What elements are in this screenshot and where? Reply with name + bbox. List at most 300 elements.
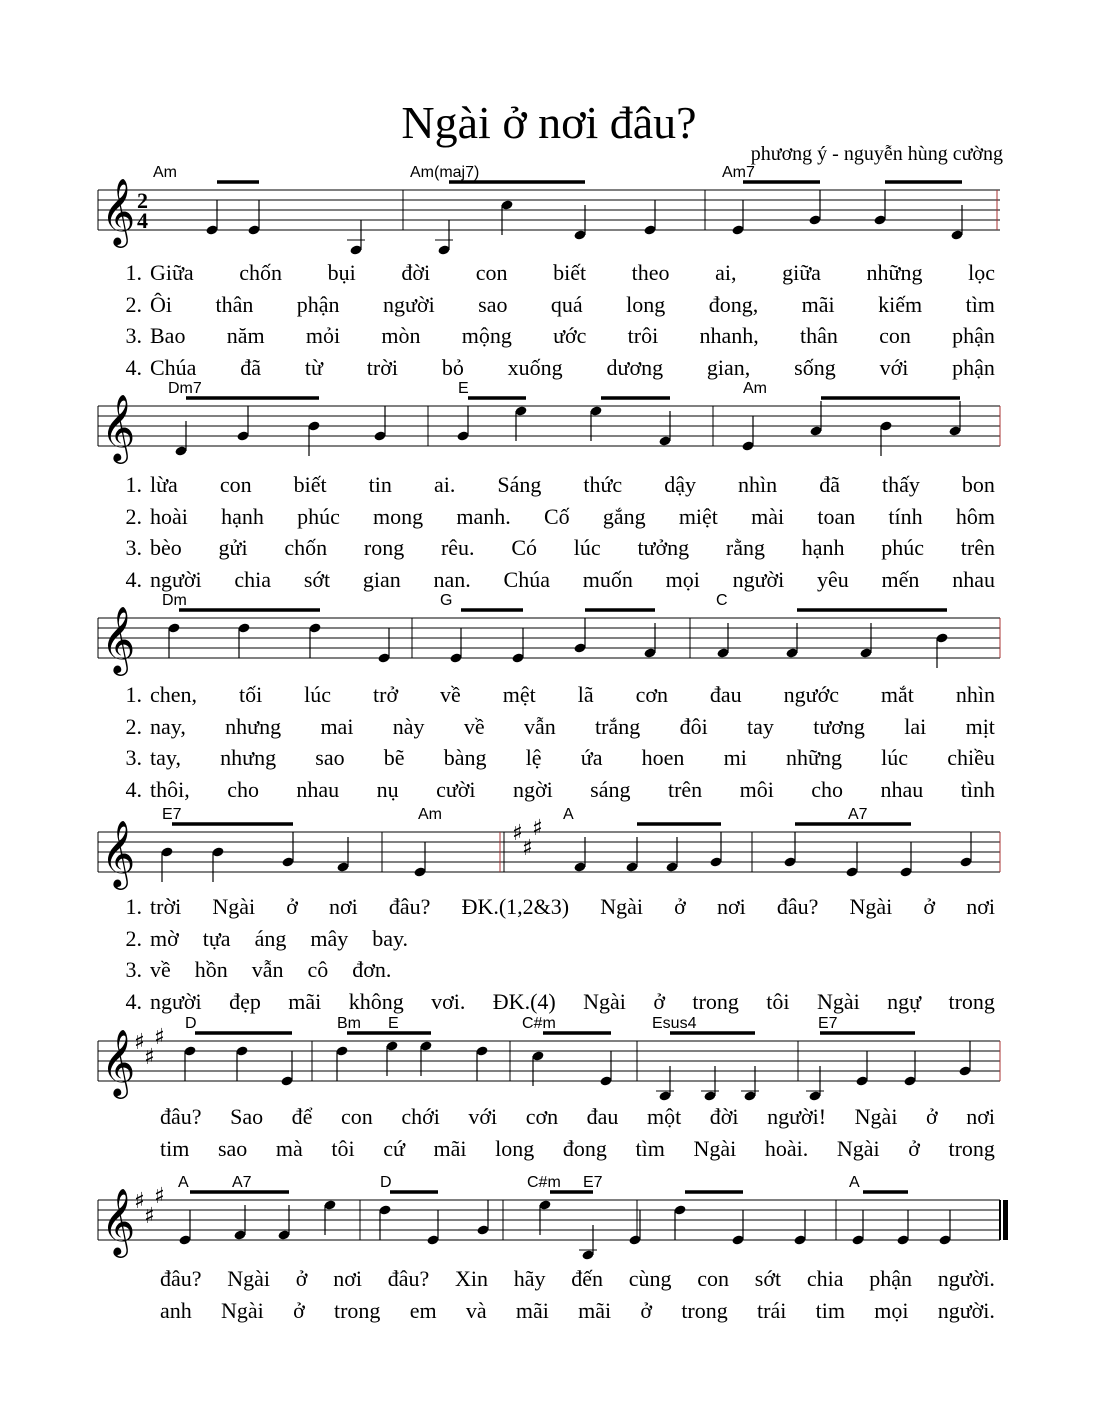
lyric-word: sao bbox=[315, 745, 345, 770]
lyric-word: lai bbox=[904, 713, 927, 739]
sharp-icon: ♯ bbox=[512, 821, 523, 846]
lyric-word: phận bbox=[296, 291, 340, 317]
lyric-word: nơi bbox=[966, 1104, 995, 1129]
lyric-word: trời bbox=[150, 894, 182, 919]
lyric-word: rong bbox=[363, 535, 405, 560]
lyric-words bbox=[160, 1104, 995, 1130]
chord-symbol: Am(maj7) bbox=[410, 164, 480, 181]
lyric-words bbox=[150, 682, 995, 708]
lyric-word: phúc bbox=[881, 535, 925, 560]
lyric-words bbox=[150, 292, 995, 318]
lyric-word: mịt bbox=[965, 713, 995, 739]
time-signature: 2 bbox=[137, 188, 148, 213]
lyric-word: hoen bbox=[641, 745, 685, 770]
lyric-word: người bbox=[150, 988, 202, 1014]
lyric-word: ở bbox=[923, 894, 936, 919]
lyric-word: Bao bbox=[150, 323, 186, 348]
lyric-word: ngước bbox=[783, 682, 839, 707]
lyric-word: Xin bbox=[454, 1266, 488, 1291]
sharp-icon: ♯ bbox=[532, 816, 543, 841]
lyric-word: nhau bbox=[296, 776, 340, 802]
lyric-word: đâu? bbox=[388, 894, 431, 919]
lyric-word: tin bbox=[368, 472, 392, 497]
lyric-word: bàng bbox=[443, 745, 487, 770]
lyric-word: về bbox=[150, 957, 171, 982]
lyric-word: ở bbox=[295, 1266, 308, 1291]
lyric-word: ứa bbox=[580, 745, 603, 770]
lyric-word: thân bbox=[799, 323, 838, 348]
sharp-icon: ♯ bbox=[144, 1204, 155, 1229]
lyric-word: vẫn bbox=[251, 957, 284, 982]
lyric-word: năm bbox=[226, 323, 265, 348]
lyric-word: nan. bbox=[433, 566, 471, 592]
lyric-word: những bbox=[786, 745, 842, 770]
lyric-word: con bbox=[340, 1104, 373, 1129]
lyric-word: tương bbox=[813, 713, 865, 739]
lyric-word: phận bbox=[952, 354, 995, 380]
sharp-icon: ♯ bbox=[154, 1184, 165, 1209]
lyric-word: một bbox=[647, 1104, 682, 1129]
treble-clef-icon: 𝄞 bbox=[101, 177, 136, 245]
lyric-word: lã bbox=[577, 682, 594, 707]
lyric-word: cùng bbox=[628, 1266, 672, 1291]
chord-symbol: E bbox=[388, 1015, 399, 1032]
lyric-line bbox=[100, 472, 995, 504]
verse-number: 2. bbox=[125, 291, 142, 317]
verse-number: 2. bbox=[125, 925, 142, 951]
lyric-word: nhau bbox=[880, 776, 924, 802]
lyric-word: bỏ bbox=[441, 354, 464, 380]
lyric-word: bon bbox=[961, 472, 995, 497]
lyric-word: bay. bbox=[372, 925, 409, 951]
lyric-word: nay, bbox=[150, 713, 186, 739]
lyric-word: manh. bbox=[456, 503, 511, 529]
lyric-word: tựa bbox=[202, 925, 231, 951]
sharp-icon: ♯ bbox=[134, 1030, 145, 1055]
lyric-word: đã bbox=[819, 472, 840, 497]
lyric-word: mòn bbox=[381, 323, 421, 348]
lyric-word: phúc bbox=[297, 503, 340, 529]
lyric-word: gắng bbox=[602, 503, 646, 529]
lyric-word: tim bbox=[160, 1135, 190, 1161]
lyric-words bbox=[150, 472, 995, 498]
lyric-words bbox=[150, 957, 995, 983]
lyric-word: biết bbox=[553, 260, 587, 285]
lyric-word: mãi bbox=[578, 1297, 612, 1323]
lyric-word: Ngài bbox=[583, 988, 626, 1014]
verse-number: 1. bbox=[125, 472, 142, 497]
lyric-word: trên bbox=[667, 776, 703, 802]
lyric-word: lúc bbox=[881, 745, 909, 770]
lyric-word: cơn bbox=[635, 682, 668, 707]
chord-symbol: A bbox=[563, 806, 574, 823]
lyric-word: thấy bbox=[881, 472, 920, 497]
lyric-words bbox=[150, 777, 995, 803]
lyric-word: Sao bbox=[230, 1104, 264, 1129]
final-barline bbox=[1003, 1200, 1008, 1240]
chord-symbol: Esus4 bbox=[652, 1015, 697, 1032]
lyric-word: tìm bbox=[635, 1135, 665, 1161]
lyric-word: long bbox=[495, 1135, 535, 1161]
chord-symbol: G bbox=[440, 592, 453, 609]
lyric-words bbox=[150, 894, 995, 920]
lyric-words bbox=[150, 989, 995, 1015]
chord-symbol: C#m bbox=[527, 1174, 561, 1191]
chord-symbol: E bbox=[458, 380, 469, 397]
lyric-word: mến bbox=[881, 566, 920, 592]
sharp-icon: ♯ bbox=[144, 1045, 155, 1070]
lyric-word: người! bbox=[767, 1104, 827, 1129]
lyric-line bbox=[160, 1104, 995, 1136]
lyric-word: nhau bbox=[952, 566, 995, 592]
lyric-word: từ bbox=[304, 354, 323, 380]
lyric-word: muốn bbox=[582, 566, 633, 592]
lyric-word: nhưng bbox=[225, 713, 282, 739]
lyric-word: sáng bbox=[590, 776, 631, 802]
lyric-word: về bbox=[440, 682, 461, 707]
lyric-word: lọc bbox=[968, 260, 995, 285]
lyric-word: ĐK.(4) bbox=[492, 988, 556, 1014]
lyric-word: đâu? bbox=[387, 1266, 430, 1291]
lyric-words bbox=[160, 1266, 995, 1292]
lyric-word: sớt bbox=[303, 566, 331, 592]
lyric-word: tôi bbox=[331, 1135, 355, 1161]
lyric-word: người bbox=[150, 566, 202, 592]
lyric-word: nhanh, bbox=[699, 323, 759, 348]
chord-symbol: Am7 bbox=[722, 164, 755, 181]
lyric-word: đong bbox=[562, 1135, 607, 1161]
lyric-line bbox=[100, 957, 995, 989]
lyric-word: ĐK.(1,2&3) bbox=[461, 894, 570, 919]
chord-symbol: A bbox=[849, 1174, 860, 1191]
lyric-word: trời bbox=[366, 354, 398, 380]
verse-number: 4. bbox=[125, 354, 142, 380]
lyric-word: Chúa bbox=[503, 566, 550, 592]
lyric-word: thôi, bbox=[150, 776, 190, 802]
lyric-word: đau bbox=[709, 682, 742, 707]
lyric-word: nhìn bbox=[738, 472, 778, 497]
lyric-word: mệt bbox=[502, 682, 536, 707]
lyric-word: cho bbox=[227, 776, 259, 802]
lyric-word: thức bbox=[583, 472, 623, 497]
lyric-word: cơn bbox=[525, 1104, 559, 1129]
lyric-word: tôi bbox=[766, 988, 790, 1014]
chord-symbol: Am bbox=[153, 164, 177, 181]
lyric-word: ai. bbox=[433, 472, 456, 497]
lyric-word: sao bbox=[217, 1135, 248, 1161]
lyric-word: đâu? bbox=[160, 1104, 202, 1129]
chord-symbol: E7 bbox=[162, 806, 182, 823]
verse-number: 4. bbox=[125, 566, 142, 592]
verse-number: 3. bbox=[125, 957, 142, 982]
lyric-word: mãi bbox=[288, 988, 322, 1014]
lyric-word: để bbox=[291, 1104, 313, 1129]
lyric-word: Ngài bbox=[227, 1266, 271, 1291]
lyric-word: chen, bbox=[150, 682, 198, 707]
lyric-word: con bbox=[697, 1266, 730, 1291]
lyric-word: tìm bbox=[965, 291, 995, 317]
chord-symbol: A bbox=[178, 1174, 189, 1191]
lyric-word: mãi bbox=[801, 291, 835, 317]
lyric-line bbox=[100, 682, 995, 714]
lyric-word: đơn. bbox=[352, 957, 392, 982]
lyric-word: thân bbox=[215, 291, 254, 317]
lyric-word: gian, bbox=[706, 354, 751, 380]
lyric-line bbox=[160, 1298, 995, 1330]
verse-number: 3. bbox=[125, 323, 142, 348]
lyric-word: mãi bbox=[433, 1135, 467, 1161]
verse-number: 1. bbox=[125, 894, 142, 919]
lyric-words bbox=[150, 355, 995, 381]
verse-number: 1. bbox=[125, 260, 142, 285]
lyric-word: ở bbox=[674, 894, 686, 919]
lyric-word: đến bbox=[571, 1266, 603, 1291]
lyric-word: đau bbox=[586, 1104, 619, 1129]
lyric-words bbox=[150, 745, 995, 771]
verse-number: 1. bbox=[125, 682, 142, 707]
lyric-word: hạnh bbox=[801, 535, 845, 560]
lyric-word: mà bbox=[275, 1135, 303, 1161]
chord-symbol: Bm bbox=[337, 1015, 361, 1032]
lyric-word: Ngài bbox=[221, 1297, 264, 1323]
lyric-word: tim bbox=[815, 1297, 845, 1323]
lyric-word: mãi bbox=[515, 1297, 549, 1323]
lyric-word: ở bbox=[926, 1104, 938, 1129]
lyric-word: trở bbox=[373, 682, 399, 707]
lyric-words bbox=[150, 535, 995, 561]
lyric-word: và bbox=[465, 1297, 487, 1323]
lyric-word: Ngài bbox=[212, 894, 256, 919]
lyric-word: trên bbox=[960, 535, 995, 560]
lyric-word: ở bbox=[908, 1135, 920, 1161]
lyric-word: phận bbox=[952, 323, 995, 348]
lyric-word: Ngài bbox=[600, 894, 644, 919]
chord-symbol: D bbox=[380, 1174, 392, 1191]
lyric-word: ở bbox=[293, 1297, 305, 1323]
lyric-line bbox=[100, 714, 995, 746]
lyric-word: tưởng bbox=[637, 535, 690, 560]
chord-symbol: A7 bbox=[848, 806, 868, 823]
lyric-word: ngự bbox=[887, 988, 922, 1014]
verse-number: 3. bbox=[125, 535, 142, 560]
lyric-word: theo bbox=[631, 260, 670, 285]
lyric-word: Ngài bbox=[693, 1135, 737, 1161]
lyric-line bbox=[100, 894, 995, 926]
lyric-word: trắng bbox=[595, 713, 641, 739]
lyric-word: chốn bbox=[284, 535, 328, 560]
chord-symbol: Am bbox=[418, 806, 442, 823]
chord-symbol: E7 bbox=[818, 1015, 838, 1032]
lyric-word: vơi. bbox=[431, 988, 466, 1014]
lyric-word: áng bbox=[254, 925, 287, 951]
treble-clef-icon: 𝄞 bbox=[101, 1187, 136, 1255]
lyric-word: mộng bbox=[461, 323, 512, 348]
lyric-word: rêu. bbox=[440, 535, 475, 560]
chord-symbol: A7 bbox=[232, 1174, 252, 1191]
verse-number: 2. bbox=[125, 503, 142, 529]
lyric-word: người bbox=[732, 566, 785, 592]
composer-credit: phương ý - nguyễn hùng cường bbox=[750, 143, 1003, 165]
lyric-word: không bbox=[348, 988, 404, 1014]
lyric-word: ước bbox=[553, 323, 587, 348]
lyric-word: hôm bbox=[955, 503, 995, 529]
sharp-icon: ♯ bbox=[154, 1025, 165, 1050]
lyric-word: lúc bbox=[573, 535, 601, 560]
lyric-word: ở bbox=[653, 988, 665, 1014]
lyric-word: đong, bbox=[708, 291, 759, 317]
lyric-word: hãy bbox=[513, 1266, 546, 1291]
treble-clef-icon: 𝄞 bbox=[101, 1028, 136, 1096]
lyric-word: trong bbox=[948, 988, 995, 1014]
lyric-word: mỏi bbox=[305, 323, 341, 348]
lyric-words bbox=[150, 926, 995, 952]
lyric-word: ngời bbox=[512, 776, 553, 802]
lyric-word: lúc bbox=[304, 682, 332, 707]
lyric-word: người. bbox=[937, 1297, 995, 1323]
lyric-word: quá bbox=[550, 291, 583, 317]
lyric-word: tính bbox=[888, 503, 923, 529]
lyric-word: ở bbox=[640, 1297, 653, 1323]
lyric-word: toan bbox=[817, 503, 856, 529]
lyric-words bbox=[150, 714, 995, 740]
lyric-word: dậy bbox=[664, 472, 696, 497]
lyric-word: này bbox=[392, 713, 425, 739]
lyric-word: ở bbox=[286, 894, 298, 919]
lyric-line bbox=[100, 292, 995, 324]
lyric-line bbox=[100, 926, 995, 958]
lyric-word: đẹp bbox=[229, 988, 261, 1014]
lyric-word: đã bbox=[240, 354, 262, 380]
lyric-word: chia bbox=[234, 566, 272, 592]
lyric-word: Có bbox=[511, 535, 538, 560]
lyric-word: mọi bbox=[874, 1297, 909, 1323]
sharp-icon: ♯ bbox=[522, 836, 533, 861]
lyric-word: cho bbox=[811, 776, 844, 802]
lyric-words bbox=[160, 1298, 995, 1324]
lyric-words bbox=[160, 1136, 995, 1162]
lyric-word: ai, bbox=[715, 260, 737, 285]
lyric-word: yêu bbox=[817, 566, 849, 592]
sharp-icon: ♯ bbox=[134, 1189, 145, 1214]
lyric-word: Ôi bbox=[150, 291, 172, 317]
lyric-word: Ngài bbox=[854, 1104, 898, 1129]
lyric-line bbox=[100, 745, 995, 777]
lyric-word: dương bbox=[606, 354, 664, 380]
lyric-word: trong bbox=[333, 1297, 381, 1323]
verse-number: 3. bbox=[125, 745, 142, 770]
lyric-word: gửi bbox=[218, 535, 248, 560]
lyric-word: đâu? bbox=[160, 1266, 202, 1291]
lyric-word: mắt bbox=[880, 682, 914, 707]
lyric-word: với bbox=[468, 1104, 498, 1129]
lyric-words bbox=[150, 260, 995, 286]
lyric-word: tay, bbox=[150, 745, 181, 770]
lyric-word: gian bbox=[362, 566, 401, 592]
chord-symbol: E7 bbox=[583, 1174, 603, 1191]
lyric-word: nơi bbox=[716, 894, 746, 919]
lyric-word: chới bbox=[401, 1104, 440, 1129]
lyric-word: đời bbox=[401, 260, 431, 285]
lyric-word: Giữa bbox=[150, 260, 194, 285]
lyric-word: con bbox=[219, 472, 252, 497]
lyric-word: cứ bbox=[383, 1135, 405, 1161]
lyric-word: bèo bbox=[150, 535, 182, 560]
lyric-word: kiếm bbox=[878, 291, 923, 317]
treble-clef-icon: 𝄞 bbox=[101, 605, 136, 673]
lyric-line bbox=[160, 1136, 995, 1168]
lyric-line bbox=[100, 504, 995, 536]
lyric-word: mai bbox=[320, 713, 354, 739]
lyric-line bbox=[100, 323, 995, 355]
lyric-word: người bbox=[383, 291, 435, 317]
verse-number: 4. bbox=[125, 988, 142, 1014]
lyric-word: sao bbox=[478, 291, 508, 317]
lyric-word: lệ bbox=[525, 745, 542, 770]
lyric-word: tối bbox=[238, 682, 263, 707]
lyric-word: hạnh bbox=[221, 503, 264, 529]
lyric-line bbox=[160, 1266, 995, 1298]
lyric-word: cười bbox=[436, 776, 476, 802]
chord-symbol: Am bbox=[743, 380, 767, 397]
lyric-word: hoài. bbox=[764, 1135, 809, 1161]
lyric-word: trôi bbox=[627, 323, 659, 348]
chord-symbol: Dm7 bbox=[168, 380, 202, 397]
lyric-word: con bbox=[475, 260, 508, 285]
lyric-word: biết bbox=[293, 472, 327, 497]
lyric-word: nụ bbox=[376, 776, 399, 802]
treble-clef-icon: 𝄞 bbox=[101, 393, 136, 461]
lyric-word: hồn bbox=[194, 957, 228, 982]
lyric-words bbox=[150, 323, 995, 349]
lyric-word: người. bbox=[937, 1266, 995, 1291]
lyric-word: rằng bbox=[725, 535, 765, 560]
chord-symbol: C bbox=[716, 592, 728, 609]
lyric-word: em bbox=[409, 1297, 437, 1323]
lyric-word: anh bbox=[160, 1297, 192, 1323]
lyric-word: tay bbox=[747, 713, 774, 739]
lyric-word: Ngài bbox=[836, 1135, 880, 1161]
lyric-word: trong bbox=[692, 988, 739, 1014]
lyric-word: chốn bbox=[239, 260, 283, 285]
lyric-words bbox=[150, 504, 995, 530]
lyric-word: nơi bbox=[329, 894, 358, 919]
lyric-word: Cố bbox=[543, 503, 570, 529]
lyric-word: đôi bbox=[679, 713, 708, 739]
lyric-word: về bbox=[463, 713, 485, 739]
treble-clef-icon: 𝄞 bbox=[101, 819, 136, 887]
song-title: Ngài ở nơi đâu? bbox=[401, 97, 697, 148]
lyric-word: giữa bbox=[782, 260, 821, 285]
lyric-line bbox=[100, 260, 995, 292]
lyric-word: đâu? bbox=[776, 894, 819, 919]
time-signature: 4 bbox=[137, 208, 148, 233]
lyric-word: trái bbox=[757, 1297, 787, 1323]
lyric-word: sống bbox=[794, 354, 836, 380]
lyric-word: vẫn bbox=[523, 713, 556, 739]
lyric-word: mài bbox=[751, 503, 785, 529]
lyric-word: mong bbox=[373, 503, 424, 529]
lyric-word: đời bbox=[709, 1104, 739, 1129]
lyric-word: mi bbox=[723, 745, 747, 770]
lyric-word: bụi bbox=[327, 260, 356, 285]
lyric-word: Ngài bbox=[849, 894, 893, 919]
lyric-word: trong bbox=[681, 1297, 728, 1323]
chord-symbol: Dm bbox=[162, 592, 187, 609]
lyric-word: cô bbox=[307, 957, 329, 982]
lyric-word: hoài bbox=[150, 503, 188, 529]
lyric-word: mọi bbox=[665, 566, 700, 592]
lyric-word: long bbox=[626, 291, 666, 317]
